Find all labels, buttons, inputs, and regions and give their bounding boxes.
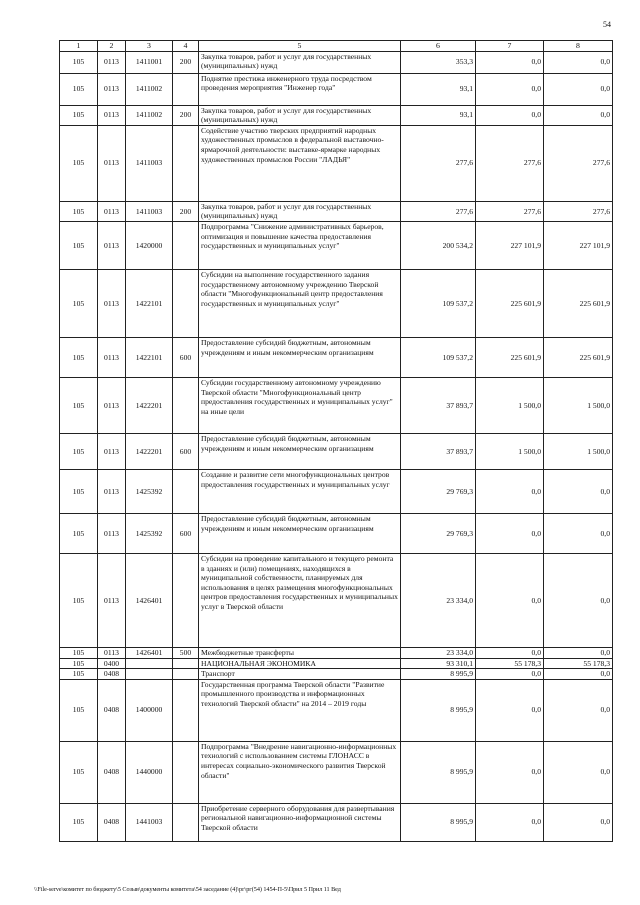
section-code-cell: 0408	[98, 803, 126, 841]
table-row	[60, 679, 613, 741]
amount-2015-cell: 37 893,7	[401, 377, 476, 433]
target-item-cell: 1420000	[126, 221, 173, 269]
amount-2017-cell: 0,0	[544, 513, 613, 553]
amount-2015-cell: 109 537,2	[401, 337, 476, 377]
amount-2015-cell: 109 537,2	[401, 269, 476, 337]
amount-2016-cell: 277,6	[476, 201, 544, 221]
section-code-cell: 0400	[98, 658, 126, 669]
amount-2016-cell: 0,0	[476, 51, 544, 73]
table-row	[60, 469, 613, 513]
target-item-cell: 1422101	[126, 269, 173, 337]
description-cell: Субсидии на выполнение государственного задания государственному автономному учреждению Тверской области "Многофункциональный центр предоставления государственных и муниципальных услуг"	[199, 269, 401, 337]
expense-type-cell	[173, 658, 199, 669]
description-cell: Закупка товаров, работ и услуг для государственных (муниципальных) нужд	[199, 201, 401, 221]
amount-2016-cell: 0,0	[476, 73, 544, 105]
amount-2015-cell: 93,1	[401, 105, 476, 125]
expense-type-cell: 600	[173, 433, 199, 469]
table-row	[60, 741, 613, 803]
grbs-code-cell: 105	[60, 377, 98, 433]
grbs-code-cell: 105	[60, 469, 98, 513]
header-cell: 3	[126, 41, 173, 52]
section-code-cell: 0113	[98, 221, 126, 269]
description-cell: Поднятие престижа инженерного труда посредством проведения мероприятия "Инженер года"	[199, 73, 401, 105]
amount-2015-cell: 353,3	[401, 51, 476, 73]
expense-type-cell: 200	[173, 201, 199, 221]
target-item-cell: 1426401	[126, 647, 173, 658]
grbs-code-cell: 105	[60, 669, 98, 680]
expense-type-cell: 600	[173, 513, 199, 553]
table-row	[60, 647, 613, 658]
amount-2017-cell: 0,0	[544, 803, 613, 841]
amount-2017-cell: 225 601,9	[544, 269, 613, 337]
target-item-cell: 1411002	[126, 105, 173, 125]
description-cell: Закупка товаров, работ и услуг для государственных (муниципальных) нужд	[199, 105, 401, 125]
table-row	[60, 73, 613, 105]
amount-2015-cell: 37 893,7	[401, 433, 476, 469]
target-item-cell: 1411001	[126, 51, 173, 73]
table-row	[60, 669, 613, 680]
section-code-cell: 0113	[98, 433, 126, 469]
description-cell: Государственная программа Тверской области "Развитие промышленного производства и информационных технологий Тверской области" на 2014 – 2019 годы	[199, 679, 401, 741]
grbs-code-cell: 105	[60, 337, 98, 377]
expense-type-cell	[173, 553, 199, 647]
grbs-code-cell: 105	[60, 269, 98, 337]
grbs-code-cell: 105	[60, 658, 98, 669]
target-item-cell	[126, 669, 173, 680]
table-row	[60, 658, 613, 669]
section-code-cell: 0113	[98, 125, 126, 201]
section-code-cell: 0113	[98, 513, 126, 553]
table-row	[60, 553, 613, 647]
amount-2016-cell: 0,0	[476, 803, 544, 841]
grbs-code-cell: 105	[60, 433, 98, 469]
table-row	[60, 337, 613, 377]
target-item-cell: 1440000	[126, 741, 173, 803]
description-cell: Предоставление субсидий бюджетным, автономным учреждениям и иным некоммерческим организациям	[199, 433, 401, 469]
amount-2017-cell: 0,0	[544, 741, 613, 803]
target-item-cell: 1400000	[126, 679, 173, 741]
expense-type-cell	[173, 469, 199, 513]
budget-table	[59, 40, 613, 842]
table-row	[60, 221, 613, 269]
description-cell: Субсидии государственному автономному учреждению Тверской области "Многофункциональный центр предоставления государственных и муниципальных услуг" на иные цели	[199, 377, 401, 433]
target-item-cell: 1441003	[126, 803, 173, 841]
expense-type-cell	[173, 377, 199, 433]
amount-2016-cell: 0,0	[476, 741, 544, 803]
amount-2015-cell: 29 769,3	[401, 513, 476, 553]
grbs-code-cell: 105	[60, 73, 98, 105]
amount-2015-cell: 93,1	[401, 73, 476, 105]
page-number: 54	[603, 20, 611, 29]
description-cell: Создание и развитие сети многофункциональных центров предоставления государственных и муниципальных услуг	[199, 469, 401, 513]
table-body	[60, 51, 613, 841]
target-item-cell: 1422101	[126, 337, 173, 377]
grbs-code-cell: 105	[60, 201, 98, 221]
grbs-code-cell: 105	[60, 125, 98, 201]
amount-2017-cell: 1 500,0	[544, 377, 613, 433]
amount-2015-cell: 29 769,3	[401, 469, 476, 513]
expense-type-cell	[173, 803, 199, 841]
expense-type-cell	[173, 125, 199, 201]
header-cell: 5	[199, 41, 401, 52]
amount-2017-cell: 0,0	[544, 679, 613, 741]
section-code-cell: 0113	[98, 105, 126, 125]
target-item-cell: 1411003	[126, 125, 173, 201]
target-item-cell	[126, 658, 173, 669]
grbs-code-cell: 105	[60, 513, 98, 553]
amount-2015-cell: 277,6	[401, 201, 476, 221]
table-row	[60, 377, 613, 433]
expense-type-cell: 200	[173, 51, 199, 73]
amount-2015-cell: 8 995,9	[401, 741, 476, 803]
amount-2016-cell: 0,0	[476, 647, 544, 658]
description-cell: НАЦИОНАЛЬНАЯ ЭКОНОМИКА	[199, 658, 401, 669]
section-code-cell: 0408	[98, 669, 126, 680]
amount-2016-cell: 1 500,0	[476, 377, 544, 433]
amount-2015-cell: 23 334,0	[401, 553, 476, 647]
table-row	[60, 433, 613, 469]
amount-2017-cell: 227 101,9	[544, 221, 613, 269]
section-code-cell: 0113	[98, 51, 126, 73]
amount-2015-cell: 23 334,0	[401, 647, 476, 658]
amount-2017-cell: 55 178,3	[544, 658, 613, 669]
amount-2016-cell: 0,0	[476, 513, 544, 553]
section-code-cell: 0408	[98, 741, 126, 803]
description-cell: Предоставление субсидий бюджетным, автономным учреждениям и иным некоммерческим организациям	[199, 513, 401, 553]
target-item-cell: 1422201	[126, 377, 173, 433]
amount-2017-cell: 277,6	[544, 125, 613, 201]
description-cell: Подпрограмма "Внедрение навигационно-информационных технологий с использованием системы ГЛОНАСС в интересах социально-экономического развития Тверской области"	[199, 741, 401, 803]
target-item-cell: 1425392	[126, 469, 173, 513]
expense-type-cell	[173, 73, 199, 105]
table-row	[60, 51, 613, 73]
expense-type-cell	[173, 741, 199, 803]
header-cell: 4	[173, 41, 199, 52]
amount-2015-cell: 93 310,1	[401, 658, 476, 669]
amount-2016-cell: 227 101,9	[476, 221, 544, 269]
amount-2015-cell: 277,6	[401, 125, 476, 201]
section-code-cell: 0113	[98, 73, 126, 105]
amount-2015-cell: 8 995,9	[401, 679, 476, 741]
table-header-row	[60, 41, 613, 52]
amount-2015-cell: 8 995,9	[401, 669, 476, 680]
footer-file-path: \\File-serve\комитет по бюджету\5 Созыв\документы комитета\54 заседание (4)\рг\рг(54) 1454-П-5\Прил 5 Прил 11 Вед	[34, 886, 341, 893]
description-cell: Содействие участию тверских предприятий народных художественных промыслов в федеральной выставочно-ярмарочной деятельности: выставке-ярмарке народных художественных промыслов России "ЛАДЬЯ"	[199, 125, 401, 201]
target-item-cell: 1411003	[126, 201, 173, 221]
description-cell: Транспорт	[199, 669, 401, 680]
expense-type-cell	[173, 221, 199, 269]
section-code-cell: 0113	[98, 337, 126, 377]
section-code-cell: 0113	[98, 377, 126, 433]
table-row	[60, 125, 613, 201]
grbs-code-cell: 105	[60, 679, 98, 741]
section-code-cell: 0113	[98, 553, 126, 647]
grbs-code-cell: 105	[60, 803, 98, 841]
table-row	[60, 269, 613, 337]
target-item-cell: 1422201	[126, 433, 173, 469]
amount-2016-cell: 0,0	[476, 679, 544, 741]
description-cell: Межбюджетные трансферты	[199, 647, 401, 658]
expense-type-cell: 200	[173, 105, 199, 125]
expense-type-cell	[173, 669, 199, 680]
amount-2017-cell: 0,0	[544, 73, 613, 105]
amount-2017-cell: 0,0	[544, 669, 613, 680]
section-code-cell: 0113	[98, 201, 126, 221]
amount-2017-cell: 1 500,0	[544, 433, 613, 469]
target-item-cell: 1426401	[126, 553, 173, 647]
amount-2017-cell: 0,0	[544, 647, 613, 658]
grbs-code-cell: 105	[60, 105, 98, 125]
amount-2017-cell: 0,0	[544, 51, 613, 73]
amount-2016-cell: 0,0	[476, 105, 544, 125]
amount-2017-cell: 225 601,9	[544, 337, 613, 377]
header-cell: 2	[98, 41, 126, 52]
amount-2017-cell: 0,0	[544, 105, 613, 125]
grbs-code-cell: 105	[60, 221, 98, 269]
amount-2017-cell: 0,0	[544, 553, 613, 647]
expense-type-cell	[173, 679, 199, 741]
header-cell: 6	[401, 41, 476, 52]
table-row	[60, 105, 613, 125]
expense-type-cell: 600	[173, 337, 199, 377]
table-row	[60, 201, 613, 221]
amount-2016-cell: 1 500,0	[476, 433, 544, 469]
section-code-cell: 0113	[98, 469, 126, 513]
section-code-cell: 0408	[98, 679, 126, 741]
header-cell: 1	[60, 41, 98, 52]
header-cell: 8	[544, 41, 613, 52]
expense-type-cell: 500	[173, 647, 199, 658]
table-row	[60, 513, 613, 553]
amount-2015-cell: 8 995,9	[401, 803, 476, 841]
amount-2017-cell: 277,6	[544, 201, 613, 221]
grbs-code-cell: 105	[60, 647, 98, 658]
amount-2016-cell: 225 601,9	[476, 337, 544, 377]
grbs-code-cell: 105	[60, 553, 98, 647]
amount-2016-cell: 55 178,3	[476, 658, 544, 669]
grbs-code-cell: 105	[60, 741, 98, 803]
amount-2015-cell: 200 534,2	[401, 221, 476, 269]
description-cell: Подпрограмма "Снижение административных барьеров, оптимизация и повышение качества предоставления государственных и муниципальных услуг"	[199, 221, 401, 269]
amount-2016-cell: 277,6	[476, 125, 544, 201]
target-item-cell: 1425392	[126, 513, 173, 553]
header-cell: 7	[476, 41, 544, 52]
description-cell: Субсидии на проведение капитального и текущего ремонта в зданиях и (или) помещениях, находящихся в муниципальной собственности, планируемых для использования в целях размещения многофункциональных центров предоставления государственных и муниципальных услуг в Тверской области	[199, 553, 401, 647]
expense-type-cell	[173, 269, 199, 337]
section-code-cell: 0113	[98, 269, 126, 337]
amount-2016-cell: 0,0	[476, 669, 544, 680]
amount-2017-cell: 0,0	[544, 469, 613, 513]
amount-2016-cell: 225 601,9	[476, 269, 544, 337]
description-cell: Предоставление субсидий бюджетным, автономным учреждениям и иным некоммерческим организациям	[199, 337, 401, 377]
amount-2016-cell: 0,0	[476, 469, 544, 513]
section-code-cell: 0113	[98, 647, 126, 658]
target-item-cell: 1411002	[126, 73, 173, 105]
description-cell: Закупка товаров, работ и услуг для государственных (муниципальных) нужд	[199, 51, 401, 73]
table-row	[60, 803, 613, 841]
grbs-code-cell: 105	[60, 51, 98, 73]
amount-2016-cell: 0,0	[476, 553, 544, 647]
description-cell: Приобретение серверного оборудования для развертывания региональной навигационно-информационной системы Тверской области	[199, 803, 401, 841]
